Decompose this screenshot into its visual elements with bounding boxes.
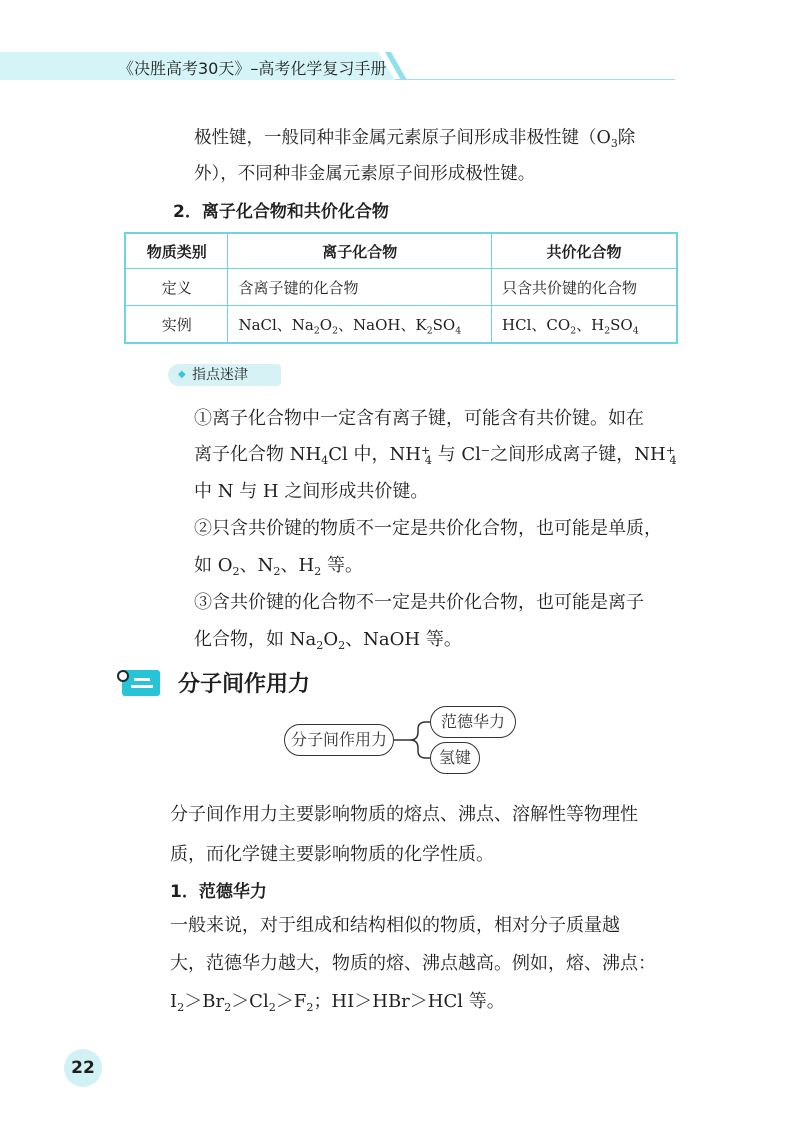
text-line: 一般来说，对于组成和结构相似的物质，相对分子质量越: [170, 915, 620, 936]
table-cell-covalent-examples: HCl、$CO_2$、$H_2SO_4$: [492, 306, 677, 344]
mindmap-node-hbond: 氢键: [430, 742, 480, 774]
table-header: 物质类别: [125, 233, 228, 269]
text-line: 分子间作用力主要影响物质的熔点、沸点、溶解性等物理性: [170, 804, 638, 825]
section-title: 分子间作用力: [178, 672, 311, 697]
text-line: 质，而化学键主要影响物质的化学性质。: [170, 844, 494, 865]
tip-line: 中 N 与 H 之间形成共价键。: [194, 481, 429, 502]
text-line: 大，范德华力越大，物质的熔、沸点越高。例如，熔、沸点：: [170, 953, 656, 974]
table-header: 离子化合物: [228, 233, 492, 269]
table-cell-ionic-examples: NaCl、$Na_2O_2$、NaOH、$K_2SO_4$: [228, 306, 492, 344]
subheading-ionic-covalent: 2．离子化合物和共价化合物: [173, 202, 389, 222]
text-line: 外），不同种非金属元素原子间形成极性键。: [194, 164, 536, 184]
tip-line: ③含共价键的化合物不一定是共价化合物，也可能是离子: [194, 592, 644, 613]
table-cell: 含离子键的化合物: [228, 269, 492, 306]
mindmap-root: 分子间作用力: [284, 724, 394, 756]
tip-line: 化合物，如 $Na_2O_2$、NaOH 等。: [194, 629, 462, 652]
tip-line: 离子化合物 $NH_4Cl$ 中，$NH^+_4$ 与 Cl−之间形成离子键，$NH^+_4$: [194, 443, 677, 467]
table-cell: 实例: [125, 306, 228, 344]
text-line: 极性键，一般同种非金属元素原子间形成非极性键（$O_3$除: [194, 128, 636, 150]
tip-line: ①离子化合物中一定含有离子键，可能含有共价键。如在: [194, 408, 644, 429]
table-cell: 定义: [125, 269, 228, 306]
page-number: 22: [71, 1058, 95, 1078]
subheading-vdw: 1．范德华力: [170, 882, 267, 902]
book-title: 《决胜高考30天》–高考化学复习手册: [118, 59, 387, 78]
tip-line: ②只含共价键的物质不一定是共价化合物，也可能是单质，: [194, 518, 662, 539]
table-cell: 只含共价键的化合物: [492, 269, 677, 306]
mindmap-node-vdw: 范德华力: [430, 706, 516, 738]
tip-line: 如 $O_2$、$N_2$、$H_2$ 等。: [194, 555, 363, 578]
text-line: $I_2>Br_2>Cl_2>F_2$；HI＞HBr＞HCl 等。: [170, 991, 505, 1014]
diamond-icon: ◆: [178, 369, 186, 380]
table-header: 共价化合物: [492, 233, 677, 269]
tip-label: ◆ 指点迷津: [168, 364, 281, 386]
